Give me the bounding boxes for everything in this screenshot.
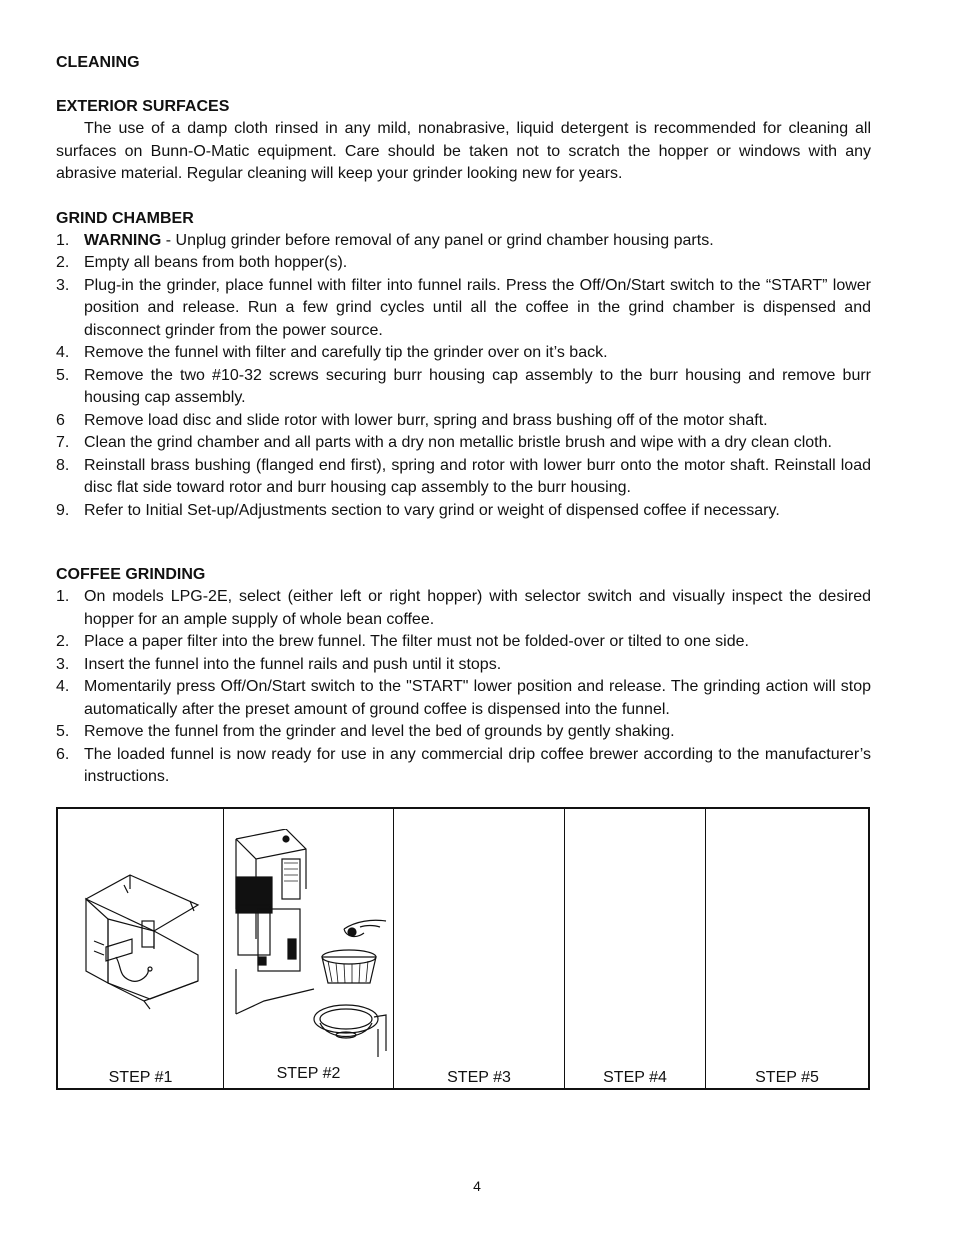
- step-text: Place a paper filter into the brew funnel. The filter must not be folded-over or tilted to one side.: [84, 633, 749, 650]
- list-item: [56, 654, 871, 677]
- step-number: 2.: [56, 633, 70, 650]
- step-cell-1: [58, 809, 224, 1088]
- list-item: [56, 631, 871, 654]
- list-item: [56, 275, 871, 343]
- step-text: Clean the grind chamber and all parts with a dry non metallic bristle brush and wipe with a dry clean cloth.: [84, 434, 832, 451]
- step-number: 2.: [56, 254, 70, 271]
- step-number: 4.: [56, 678, 70, 695]
- step-number: 7.: [56, 434, 70, 451]
- step-caption: STEP #2: [276, 1065, 341, 1082]
- step-text: Plug-in the grinder, place funnel with filter into funnel rails. Press the Off/On/Start switch to the “START” lower position and release. Run a few grind cycles until all the coffee in the grind chamber is dispensed and disconnect grinder from the power source.: [84, 276, 871, 339]
- step-number: 6: [56, 411, 65, 429]
- step-number: 4.: [56, 344, 70, 361]
- list-item: [56, 342, 871, 365]
- list-item: [56, 721, 871, 744]
- list-item: [56, 230, 871, 253]
- page-number: 4: [473, 1178, 481, 1194]
- heading-exterior-surfaces: EXTERIOR SURFACES: [56, 98, 230, 115]
- step-caption: STEP #3: [447, 1069, 511, 1086]
- step-number: 8.: [56, 456, 70, 474]
- list-item: [56, 252, 871, 275]
- step-text: The loaded funnel is now ready for use in any commercial drip coffee brewer according to the manufacturer’s instructions.: [84, 745, 871, 785]
- step-text: Empty all beans from both hopper(s).: [84, 254, 348, 271]
- heading-grind-chamber: GRIND CHAMBER: [56, 209, 194, 227]
- warning-label: WARNING: [84, 231, 162, 249]
- step-number: 5.: [56, 723, 70, 740]
- document-body: [56, 52, 871, 789]
- list-item: [56, 410, 871, 433]
- coffee-grinding-steps: [56, 586, 871, 789]
- step-number: 9.: [56, 501, 70, 519]
- step-text: Refer to Initial Set-up/Adjustments section to vary grind or weight of dispensed coffee if necessary.: [84, 501, 780, 519]
- heading-coffee-grinding: COFFEE GRINDING: [56, 566, 206, 583]
- step-cell-2: [224, 809, 394, 1088]
- step-number: 6.: [56, 745, 70, 763]
- list-item: [56, 586, 871, 631]
- step-text: Reinstall brass bushing (flanged end first), spring and rotor with lower burr onto the motor shaft. Reinstall load disc flat side toward rotor and burr housing cap assembly to the burr housing.: [84, 456, 871, 496]
- step-illustration-table: [56, 807, 870, 1090]
- step-text: Remove the funnel from the grinder and level the bed of grounds by gently shaking.: [84, 723, 675, 740]
- step-number: 3.: [56, 655, 70, 673]
- list-item: [56, 500, 871, 523]
- list-item: [56, 744, 871, 789]
- step-cell-4: [565, 809, 706, 1088]
- list-item: [56, 432, 871, 455]
- step-caption: STEP #4: [603, 1069, 667, 1086]
- step-cell-3: [394, 809, 565, 1088]
- step-number: 5.: [56, 366, 70, 384]
- step-cell-5: [706, 809, 868, 1088]
- step-text: Momentarily press Off/On/Start switch to the "START" lower position and release. The grinding action will stop automatically after the preset amount of ground coffee is dispensed into the funnel.: [84, 678, 871, 718]
- step-number: 1.: [56, 231, 70, 249]
- step-caption: STEP #1: [108, 1069, 173, 1086]
- list-item: [56, 365, 871, 410]
- step-text: On models LPG-2E, select (either left or right hopper) with selector switch and visually inspect the desired hopper for an ample supply of whole bean coffee.: [84, 588, 871, 628]
- grind-chamber-steps: [56, 230, 871, 523]
- step-text: Remove the funnel with filter and carefully tip the grinder over on it’s back.: [84, 344, 608, 361]
- tipped-grinder-illustration: [78, 871, 218, 1021]
- step-caption: STEP #5: [755, 1069, 819, 1086]
- list-item: [56, 455, 871, 500]
- step-text: Remove the two #10-32 screws securing burr housing cap assembly to the burr housing and remove burr housing cap assembly.: [84, 366, 871, 406]
- list-item: [56, 676, 871, 721]
- grinder-and-funnel-illustration: [224, 829, 389, 1069]
- step-text: - Unplug grinder before removal of any panel or grind chamber housing parts.: [161, 231, 714, 249]
- step-text: Remove load disc and slide rotor with lower burr, spring and brass bushing off of the motor shaft.: [84, 411, 768, 429]
- section-title-cleaning: CLEANING: [56, 54, 140, 71]
- step-text: Insert the funnel into the funnel rails and push until it stops.: [84, 655, 502, 673]
- step-number: 1.: [56, 588, 70, 605]
- exterior-surfaces-paragraph: The use of a damp cloth rinsed in any mild, nonabrasive, liquid detergent is recommended for cleaning all surfaces on Bunn-O-Matic equipment. Care should be taken not to scratch the hopper or windows with any abrasive material. Regular cleaning will keep your grinder looking new for years.: [56, 120, 871, 182]
- step-number: 3.: [56, 276, 70, 294]
